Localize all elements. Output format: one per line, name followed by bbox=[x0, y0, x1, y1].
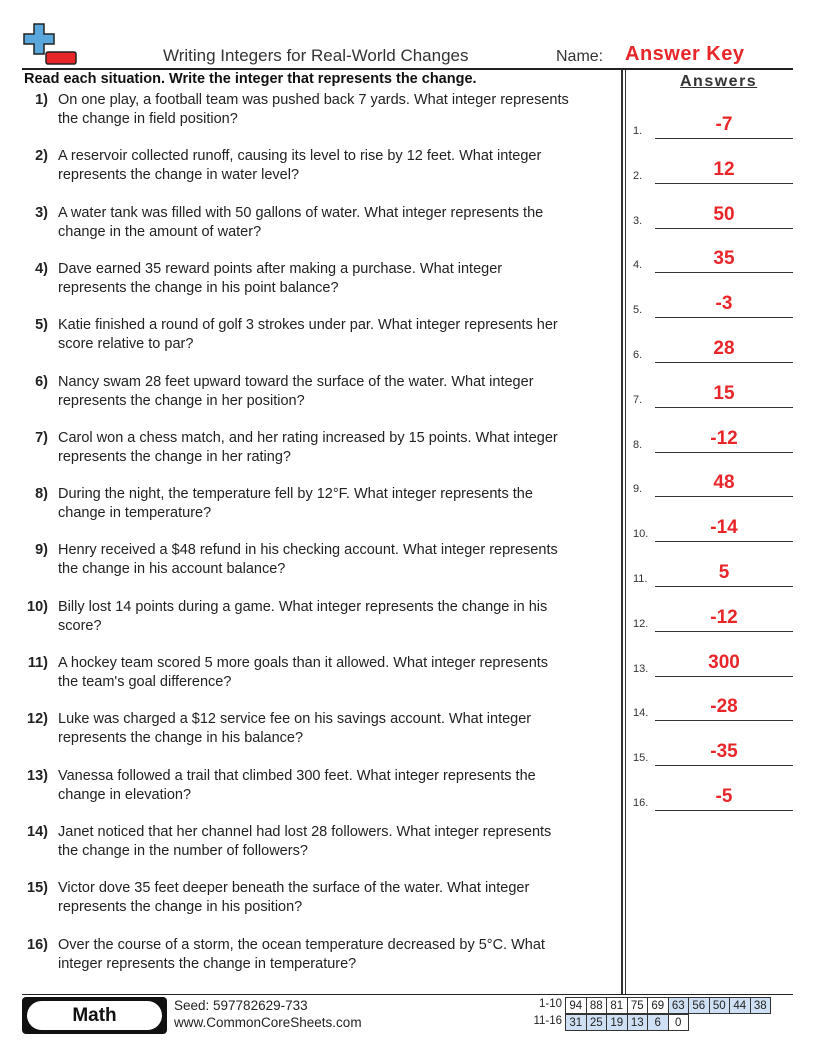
question-number: 12) bbox=[27, 711, 48, 728]
question-line-2: the change in the number of followers? bbox=[58, 842, 308, 859]
question-line-1: On one play, a football team was pushed back 7 yards. What integer represents bbox=[58, 92, 569, 108]
answers-heading: Answers bbox=[680, 73, 758, 90]
question-item bbox=[24, 823, 620, 863]
question-text bbox=[58, 373, 620, 411]
answer-row bbox=[633, 602, 793, 632]
question-text bbox=[58, 204, 620, 242]
question-text bbox=[58, 767, 620, 805]
question-line-1: A reservoir collected runoff, causing its level to rise by 12 feet. What integer bbox=[58, 148, 542, 165]
question-item bbox=[24, 598, 620, 638]
question-line-2: integer represents the change in temperature? bbox=[58, 955, 357, 972]
question-text bbox=[58, 936, 620, 974]
question-line-1: Katie finished a round of golf 3 strokes under par. What integer represents her bbox=[58, 317, 558, 334]
question-number: 5) bbox=[35, 317, 48, 334]
answer-row bbox=[633, 557, 793, 587]
answer-number: 13. bbox=[633, 662, 649, 675]
question-line-2: score relative to par? bbox=[58, 336, 194, 353]
question-number: 9) bbox=[35, 542, 48, 559]
score-cell: 13 bbox=[627, 1015, 648, 1031]
score-cell: 19 bbox=[607, 1015, 628, 1031]
instructions: Read each situation. Write the integer that represents the change. bbox=[24, 71, 477, 87]
answer-blank-line bbox=[655, 676, 793, 677]
question-line-1: Luke was charged a $12 service fee on his savings account. What integer bbox=[58, 711, 532, 728]
answer-value[interactable]: 300 bbox=[708, 651, 740, 673]
answer-value[interactable]: -28 bbox=[710, 696, 738, 718]
answer-value[interactable]: -7 bbox=[715, 114, 733, 135]
answer-number: 7. bbox=[633, 393, 643, 406]
question-number: 16) bbox=[27, 936, 48, 953]
question-number: 6) bbox=[35, 373, 48, 390]
question-item bbox=[24, 936, 620, 976]
score-cell: 38 bbox=[750, 998, 771, 1014]
answer-row bbox=[633, 378, 793, 408]
question-line-1: A hockey team scored 5 more goals than it allowed. What integer represents bbox=[58, 655, 549, 671]
footer-divider bbox=[22, 994, 793, 995]
score-cell: 50 bbox=[709, 998, 730, 1014]
subject-label: Math bbox=[27, 1001, 162, 1030]
website-link[interactable]: www.CommonCoreSheets.com bbox=[174, 1015, 362, 1030]
answer-number: 5. bbox=[633, 304, 643, 317]
answer-row bbox=[633, 691, 793, 721]
answer-blank-line bbox=[655, 496, 793, 497]
answer-row bbox=[633, 736, 793, 766]
score-cell: 63 bbox=[668, 998, 689, 1014]
score-row-label: 1-10 bbox=[538, 998, 562, 1010]
question-item bbox=[24, 204, 620, 244]
question-line-1: Nancy swam 28 feet upward toward the surface of the water. What integer bbox=[58, 373, 534, 390]
answer-blank-line bbox=[655, 138, 793, 139]
answer-value[interactable]: 50 bbox=[713, 203, 735, 225]
seed-text: Seed: 597782629-733 bbox=[174, 998, 308, 1013]
subject-badge bbox=[22, 997, 167, 1034]
answer-blank-line bbox=[655, 541, 793, 542]
answer-value[interactable]: -5 bbox=[715, 786, 733, 807]
question-line-2: represents the change in her rating? bbox=[58, 448, 291, 465]
question-line-1: Victor dove 35 feet deeper beneath the surface of the water. What integer bbox=[58, 880, 530, 897]
answer-row bbox=[633, 647, 793, 677]
question-line-1: A water tank was filled with 50 gallons of water. What integer represents the bbox=[58, 204, 544, 221]
answer-number: 10. bbox=[633, 528, 649, 541]
answer-value[interactable]: -14 bbox=[710, 517, 738, 539]
score-cell: 56 bbox=[689, 998, 710, 1014]
question-number: 15) bbox=[27, 880, 48, 897]
worksheet-title: Writing Integers for Real-World Changes bbox=[163, 46, 469, 65]
answer-number: 4. bbox=[633, 259, 643, 272]
name-label: Name: bbox=[556, 48, 604, 65]
score-cell: 81 bbox=[607, 998, 628, 1014]
answer-number: 8. bbox=[633, 438, 643, 451]
answer-value[interactable]: 15 bbox=[713, 382, 735, 404]
answer-row bbox=[633, 423, 793, 453]
answer-blank-line bbox=[655, 183, 793, 184]
header-divider bbox=[22, 68, 793, 70]
question-text bbox=[58, 485, 620, 523]
question-line-2: represents the change in her position? bbox=[58, 392, 305, 409]
score-cell: 31 bbox=[566, 1015, 587, 1031]
question-item bbox=[24, 260, 620, 300]
question-text bbox=[58, 823, 620, 861]
question-number: 7) bbox=[35, 429, 48, 446]
question-line-1: Vanessa followed a trail that climbed 300 feet. What integer represents the bbox=[58, 767, 536, 784]
score-row-label: 11-16 bbox=[533, 1015, 562, 1027]
question-item bbox=[24, 147, 620, 187]
score-cell: 94 bbox=[566, 998, 587, 1014]
question-line-2: represents the change in his position? bbox=[58, 899, 303, 916]
question-text bbox=[58, 541, 620, 579]
question-text bbox=[58, 147, 620, 185]
question-item bbox=[24, 654, 620, 694]
score-row bbox=[565, 1014, 689, 1031]
answer-row bbox=[633, 781, 793, 811]
plus-minus-logo-icon bbox=[22, 22, 78, 68]
question-line-2: score? bbox=[58, 617, 102, 634]
question-text bbox=[58, 654, 620, 692]
answer-blank-line bbox=[655, 452, 793, 453]
column-divider-inner bbox=[625, 70, 626, 995]
question-number: 3) bbox=[35, 204, 48, 221]
answer-number: 11. bbox=[633, 573, 648, 585]
answer-number: 1. bbox=[633, 125, 643, 137]
question-item bbox=[24, 429, 620, 469]
answer-row bbox=[633, 288, 793, 318]
question-item bbox=[24, 373, 620, 413]
question-item bbox=[24, 91, 620, 131]
question-line-1: Billy lost 14 points during a game. What integer represents the change in his bbox=[58, 598, 548, 615]
question-line-1: Carol won a chess match, and her rating increased by 15 points. What integer bbox=[58, 429, 558, 446]
answer-row bbox=[633, 109, 793, 139]
answer-number: 16. bbox=[633, 797, 649, 809]
answer-value[interactable]: -35 bbox=[710, 741, 738, 763]
question-line-2: the change in field position? bbox=[58, 111, 238, 127]
answer-value[interactable]: 35 bbox=[713, 248, 735, 270]
answer-blank-line bbox=[655, 810, 793, 811]
question-number: 11) bbox=[27, 655, 48, 671]
answer-blank-line bbox=[655, 765, 793, 766]
question-line-1: Over the course of a storm, the ocean temperature decreased by 5°C. What bbox=[58, 936, 545, 953]
answer-number: 6. bbox=[633, 349, 643, 361]
answer-key-label: Answer Key bbox=[625, 43, 745, 65]
question-number: 10) bbox=[27, 598, 48, 615]
answer-value[interactable]: -3 bbox=[715, 293, 733, 315]
answer-value[interactable]: 48 bbox=[713, 472, 735, 494]
column-divider bbox=[621, 70, 623, 995]
question-text bbox=[58, 710, 620, 748]
answer-number: 3. bbox=[633, 214, 643, 227]
answer-blank-line bbox=[655, 407, 793, 408]
score-cell: 25 bbox=[586, 1015, 607, 1031]
question-number: 14) bbox=[27, 823, 48, 840]
question-item bbox=[24, 767, 620, 807]
answer-row bbox=[633, 154, 793, 184]
answer-number: 14. bbox=[633, 707, 649, 720]
score-cell: 6 bbox=[648, 1015, 669, 1031]
question-line-2: change in temperature? bbox=[58, 505, 212, 522]
question-line-2: the change in his account balance? bbox=[58, 561, 286, 578]
answer-blank-line bbox=[655, 228, 793, 229]
answer-value[interactable]: 28 bbox=[713, 338, 735, 359]
question-line-2: change in the amount of water? bbox=[58, 223, 262, 240]
answer-number: 12. bbox=[633, 617, 649, 630]
question-line-2: represents the change in his balance? bbox=[58, 730, 304, 747]
score-cell: 0 bbox=[668, 1015, 689, 1031]
answer-value[interactable]: 12 bbox=[713, 158, 735, 180]
question-item bbox=[24, 710, 620, 750]
question-item bbox=[24, 541, 620, 581]
question-text bbox=[58, 316, 620, 354]
question-text bbox=[58, 429, 620, 467]
answer-value[interactable]: 5 bbox=[718, 562, 730, 583]
answer-row bbox=[633, 199, 793, 229]
answer-number: 2. bbox=[633, 169, 643, 182]
question-line-1: During the night, the temperature fell by 12°F. What integer represents the bbox=[58, 486, 533, 503]
question-line-1: Janet noticed that her channel had lost 28 followers. What integer represents bbox=[58, 823, 552, 840]
question-line-2: represents the change in water level? bbox=[58, 167, 300, 184]
question-text bbox=[58, 260, 620, 298]
answer-blank-line bbox=[655, 720, 793, 721]
answer-blank-line bbox=[655, 317, 793, 318]
answer-blank-line bbox=[655, 586, 793, 587]
answer-number: 9. bbox=[633, 483, 643, 496]
question-line-1: Dave earned 35 reward points after making a purchase. What integer bbox=[58, 260, 503, 277]
question-text bbox=[58, 598, 620, 636]
score-row bbox=[565, 997, 771, 1014]
question-line-2: represents the change in his point balance? bbox=[58, 279, 339, 296]
question-number: 13) bbox=[27, 767, 48, 784]
question-text bbox=[58, 91, 620, 129]
answer-row bbox=[633, 512, 793, 542]
answer-blank-line bbox=[655, 362, 793, 363]
score-cell: 44 bbox=[730, 998, 751, 1014]
answer-number: 15. bbox=[633, 752, 649, 765]
answer-blank-line bbox=[655, 272, 793, 273]
question-line-2: the team's goal difference? bbox=[58, 674, 232, 690]
answer-blank-line bbox=[655, 631, 793, 632]
question-text bbox=[58, 879, 620, 917]
score-cell: 88 bbox=[586, 998, 607, 1014]
question-number: 4) bbox=[35, 260, 48, 277]
question-number: 8) bbox=[35, 486, 48, 503]
question-line-1: Henry received a $48 refund in his checking account. What integer represents bbox=[58, 542, 558, 559]
question-item bbox=[24, 485, 620, 525]
answer-row bbox=[633, 333, 793, 363]
question-item bbox=[24, 316, 620, 356]
question-number: 2) bbox=[35, 148, 48, 165]
question-line-2: change in elevation? bbox=[58, 786, 192, 803]
question-number: 1) bbox=[35, 92, 48, 108]
answer-value[interactable]: -12 bbox=[710, 606, 738, 628]
answer-row bbox=[633, 467, 793, 497]
score-cell: 75 bbox=[627, 998, 648, 1014]
answer-row bbox=[633, 243, 793, 273]
answer-value[interactable]: -12 bbox=[710, 427, 738, 449]
score-cell: 69 bbox=[648, 998, 669, 1014]
question-item bbox=[24, 879, 620, 919]
